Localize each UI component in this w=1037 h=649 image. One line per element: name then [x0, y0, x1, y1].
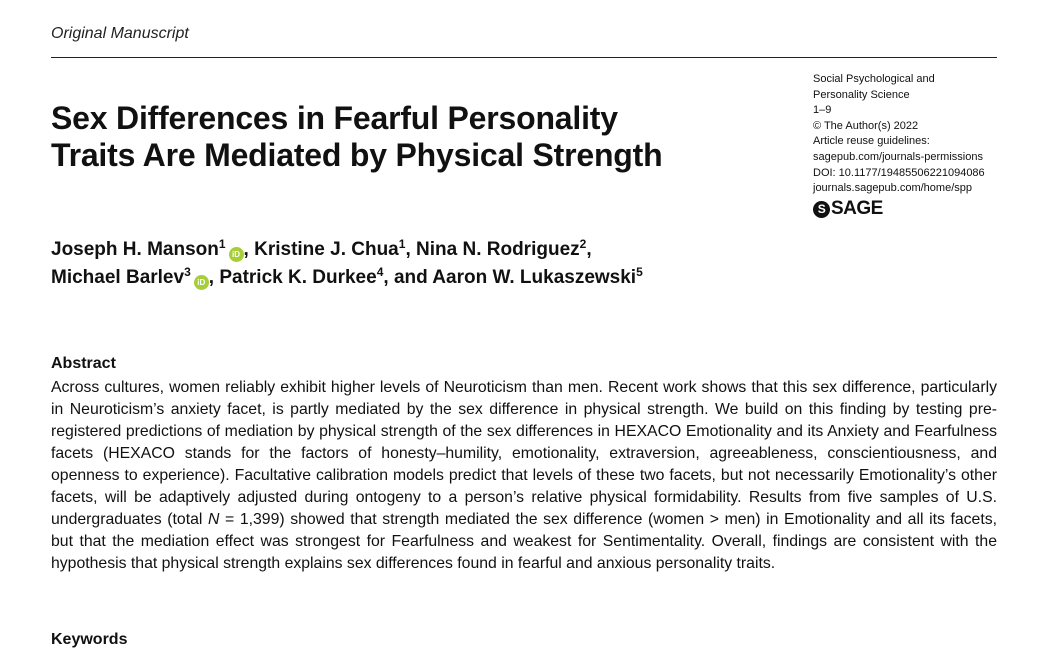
permissions-link[interactable]: sagepub.com/journals-permissions: [813, 150, 983, 163]
author-name: Aaron W. Lukaszewski: [432, 267, 637, 288]
copyright: © The Author(s) 2022: [813, 119, 919, 132]
author-list: [51, 236, 811, 292]
sample-size-symbol: N: [208, 511, 220, 528]
orcid-icon[interactable]: iD: [229, 247, 244, 262]
abstract-text: [51, 377, 997, 575]
journal-info: [813, 72, 1013, 197]
sage-logo-text: SAGE: [831, 198, 883, 219]
doi[interactable]: DOI: 10.1177/19485506221094086: [813, 166, 985, 179]
author-affiliation: 1: [398, 237, 406, 251]
author-name: Joseph H. Manson: [51, 239, 219, 260]
header-rule: [51, 57, 997, 58]
abstract-text-part-1: Across cultures, women reliably exhibit higher levels of Neuroticism than men. Recent work shows that this sex difference, particularly in Neuroticism’s anxiety facet, is partly mediated by the sex difference in physical strength. We build on this finding by testing pre-registered predictions of mediation by physical strength of the sex differences in HEXACO Emotionality and its Anxiety and Fearfulness facets (HEXACO stands for the factors of honesty–humility, emotionality, extraversion, agreeableness, conscientiousness, and openness to experience). Facultative calibration models predict that levels of these two facets, but not necessarily Emotionality’s other facets, will be adaptively adjusted during ontogeny to a person’s relative physical formidability. Results from five samples of U.S. undergraduates (total: [51, 379, 997, 528]
author-name: Nina N. Rodriguez: [416, 239, 580, 260]
section-label: Original Manuscript: [51, 25, 189, 42]
journal-name-line-2: Personality Science: [813, 88, 910, 101]
author-line-1: Joseph H. Manson$^1$iD , Kristine J. Chua$^1$, Nina N. Rodriguez$^2$,: [51, 237, 592, 260]
author-affiliation: 2: [579, 237, 587, 251]
author-affiliation: 3: [184, 265, 191, 279]
author-conjunction: and: [393, 267, 428, 288]
author-name: Kristine J. Chua: [254, 239, 399, 260]
article-title-line-1: Sex Differences in Fearful Personality: [51, 100, 618, 136]
abstract-heading: Abstract: [51, 355, 116, 372]
article-title-line-2: Traits Are Mediated by Physical Strength: [51, 137, 663, 173]
author-name: Patrick K. Durkee: [219, 267, 377, 288]
page-range: 1–9: [813, 104, 832, 117]
journal-home-link[interactable]: journals.sagepub.com/home/spp: [813, 182, 972, 195]
sage-logo-icon: S: [813, 201, 830, 218]
author-affiliation: 4: [376, 265, 384, 279]
sage-logo: [813, 198, 883, 220]
author-affiliation: 1: [218, 237, 226, 251]
keywords-heading: Keywords: [51, 631, 128, 648]
journal-name-line-1: Social Psychological and: [813, 73, 935, 85]
reuse-guidelines-label: Article reuse guidelines:: [813, 135, 930, 148]
abstract-text-part-2: = 1,399) showed that strength mediated the sex difference (women > men) in Emotionality and all its facets, but that the mediation effect was strongest for Fearfulness and weakest for Sentimentality. Overall, findings are consistent with the hypothesis that physical strength explains sex differences found in fearful and anxious personality traits.: [51, 511, 997, 572]
author-line-2: Michael Barlev$^3$iD , Patrick K. Durkee$^4$, and Aaron W. Lukaszewski$^5$: [51, 265, 643, 288]
orcid-icon[interactable]: iD: [194, 275, 209, 290]
article-title: [51, 100, 771, 174]
author-name: Michael Barlev: [51, 267, 185, 288]
author-affiliation: 5: [636, 265, 643, 279]
